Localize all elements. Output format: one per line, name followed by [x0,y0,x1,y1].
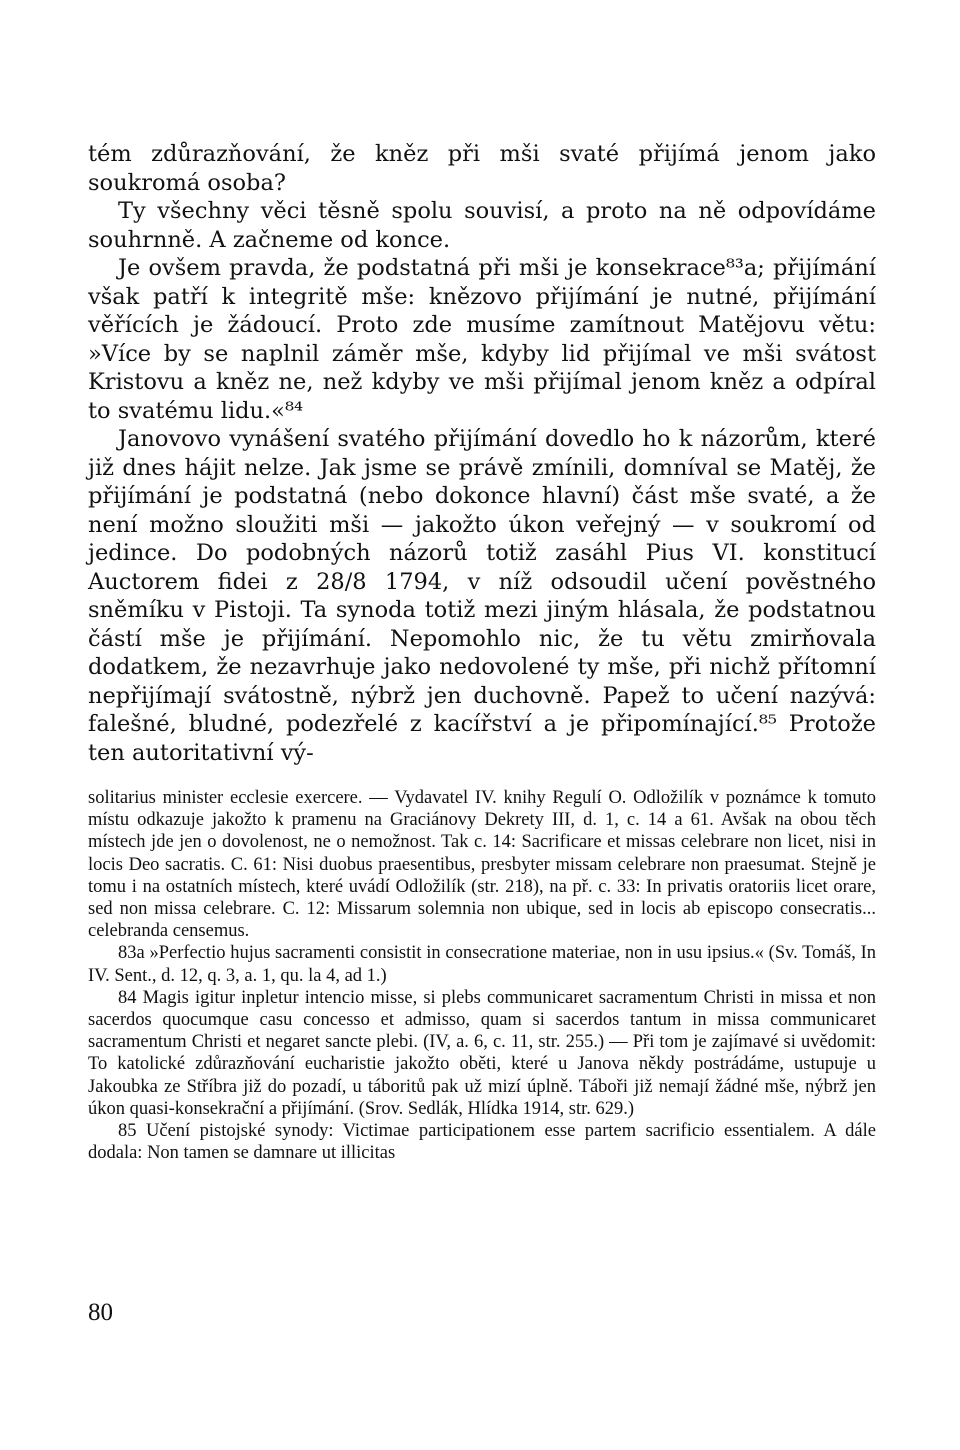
footnote-83a: 83a »Perfectio hujus sacramenti consistit in consecratione materiae, non in usu ipsius.« (Sv. Tomáš, In IV. Sent., d. 12, q. 3, a. 1, qu. la 4, ad 1.) [88,943,876,986]
paragraph-3: Je ovšem pravda, že podstatná při mši je konsekrace⁸³a; přijímání však patří k integritě mše: knězovo přijímání je nutné, přijímání věřících je žádoucí. Proto zde musíme zamítnout Matějovu větu: »Více by se naplnil záměr mše, kdyby lid přijímal ve mši svátost Kristovu a kněz ne, než kdyby ve mši přijímal jenom kněz a odpíral to svatému lidu.«⁸⁴ [88,255,876,424]
paragraph-4: Janovovo vynášení svatého přijímání dovedlo ho k názorům, které již dnes hájit nelze. Jak jsme se právě zmínili, domníval se Matěj, že přijímání je podstatná (nebo dokonce hlavní) část mše svaté, a že není možno sloužiti mši — jakožto úkon veřejný — v soukromí od jedince. Do podobných názorů totiž zasáhl Pius VI. konstitucí Auctorem fidei z 28/8 1794, v níž odsoudil učení pověstného sněmíku v Pistoji. Ta synoda totiž mezi jiným hlásala, že podstatnou částí mše je přijímání. Nepomohlo nic, že tu větu zmirňovala dodatkem, že nezavrhuje jako nedovolené ty mše, při nichž přítomní nepřijímají svátostně, nýbrž jen duchovně. Papež to učení nazývá: falešné, bludné, podezřelé z kacířství a je připomínající.⁸⁵ Protože ten autoritativní vý- [88,426,876,766]
footnote-85: 85 Učení pistojské synody: Victimae participationem esse partem sacrificio essentialem. A dále dodala: Non tamen se damnare ut illicitas [88,1121,876,1164]
footnote-84: 84 Magis igitur inpletur intencio misse, si plebs communicaret sacramentum Christi in missa et non sacerdos quocumque casu concesso et admisso, quam si sacerdos tantum in missa communicaret sacramentum Christi et negaret sancte plebi. (IV, a. 6, c. 11, str. 255.) — Při tom je zajímavé si uvědomit: To katolické zdůrazňování eucharistie jakožto oběti, které u Janova někdy postrádáme, ustupuje u Jakoubka ze Stříbra již do pozadí, u táboritů pak už mizí úplně. Táboři již nemají žádné mše, nýbrž jen úkon quasi-konsekrační a přijímání. (Srov. Sedlák, Hlídka 1914, str. 629.) [88,987,876,1119]
paragraph-1: tém zdůrazňování, že kněz při mši svaté přijímá jenom jako soukromá osoba? [88,141,876,196]
footnotes [88,787,876,1164]
main-text [88,140,876,767]
page-number: 80 [88,1299,113,1326]
page-text-block [88,140,876,1164]
paragraph-2: Ty všechny věci těsně spolu souvisí, a proto na ně odpovídáme souhrnně. A začneme od konce. [88,198,876,253]
footnote-continued: solitarius minister ecclesie exercere. — Vydavatel IV. knihy Regulí O. Odložilík v poznámce k tomuto místu odkazuje jakožto k pramenu na Graciánovy Dekrety III, d. 1, c. 14 a 61. Avšak na obou těch místech jde jen o dovolenost, ne o nemožnost. Tak c. 14: Sacrificare et missas celebrare non licet, nisi in locis Deo sacratis. C. 61: Nisi duobus praesentibus, presbyter missam celebrare non praesumat. Stejně je tomu i na ostatních místech, které uvádí Odložilík (str. 218), na př. c. 33: In privatis oratoriis licet orare, sed non missa celebrare. C. 12: Missarum solemnia non ubique, sed in locis ab episcopo consecratis... celebranda censemus. [88,788,876,942]
